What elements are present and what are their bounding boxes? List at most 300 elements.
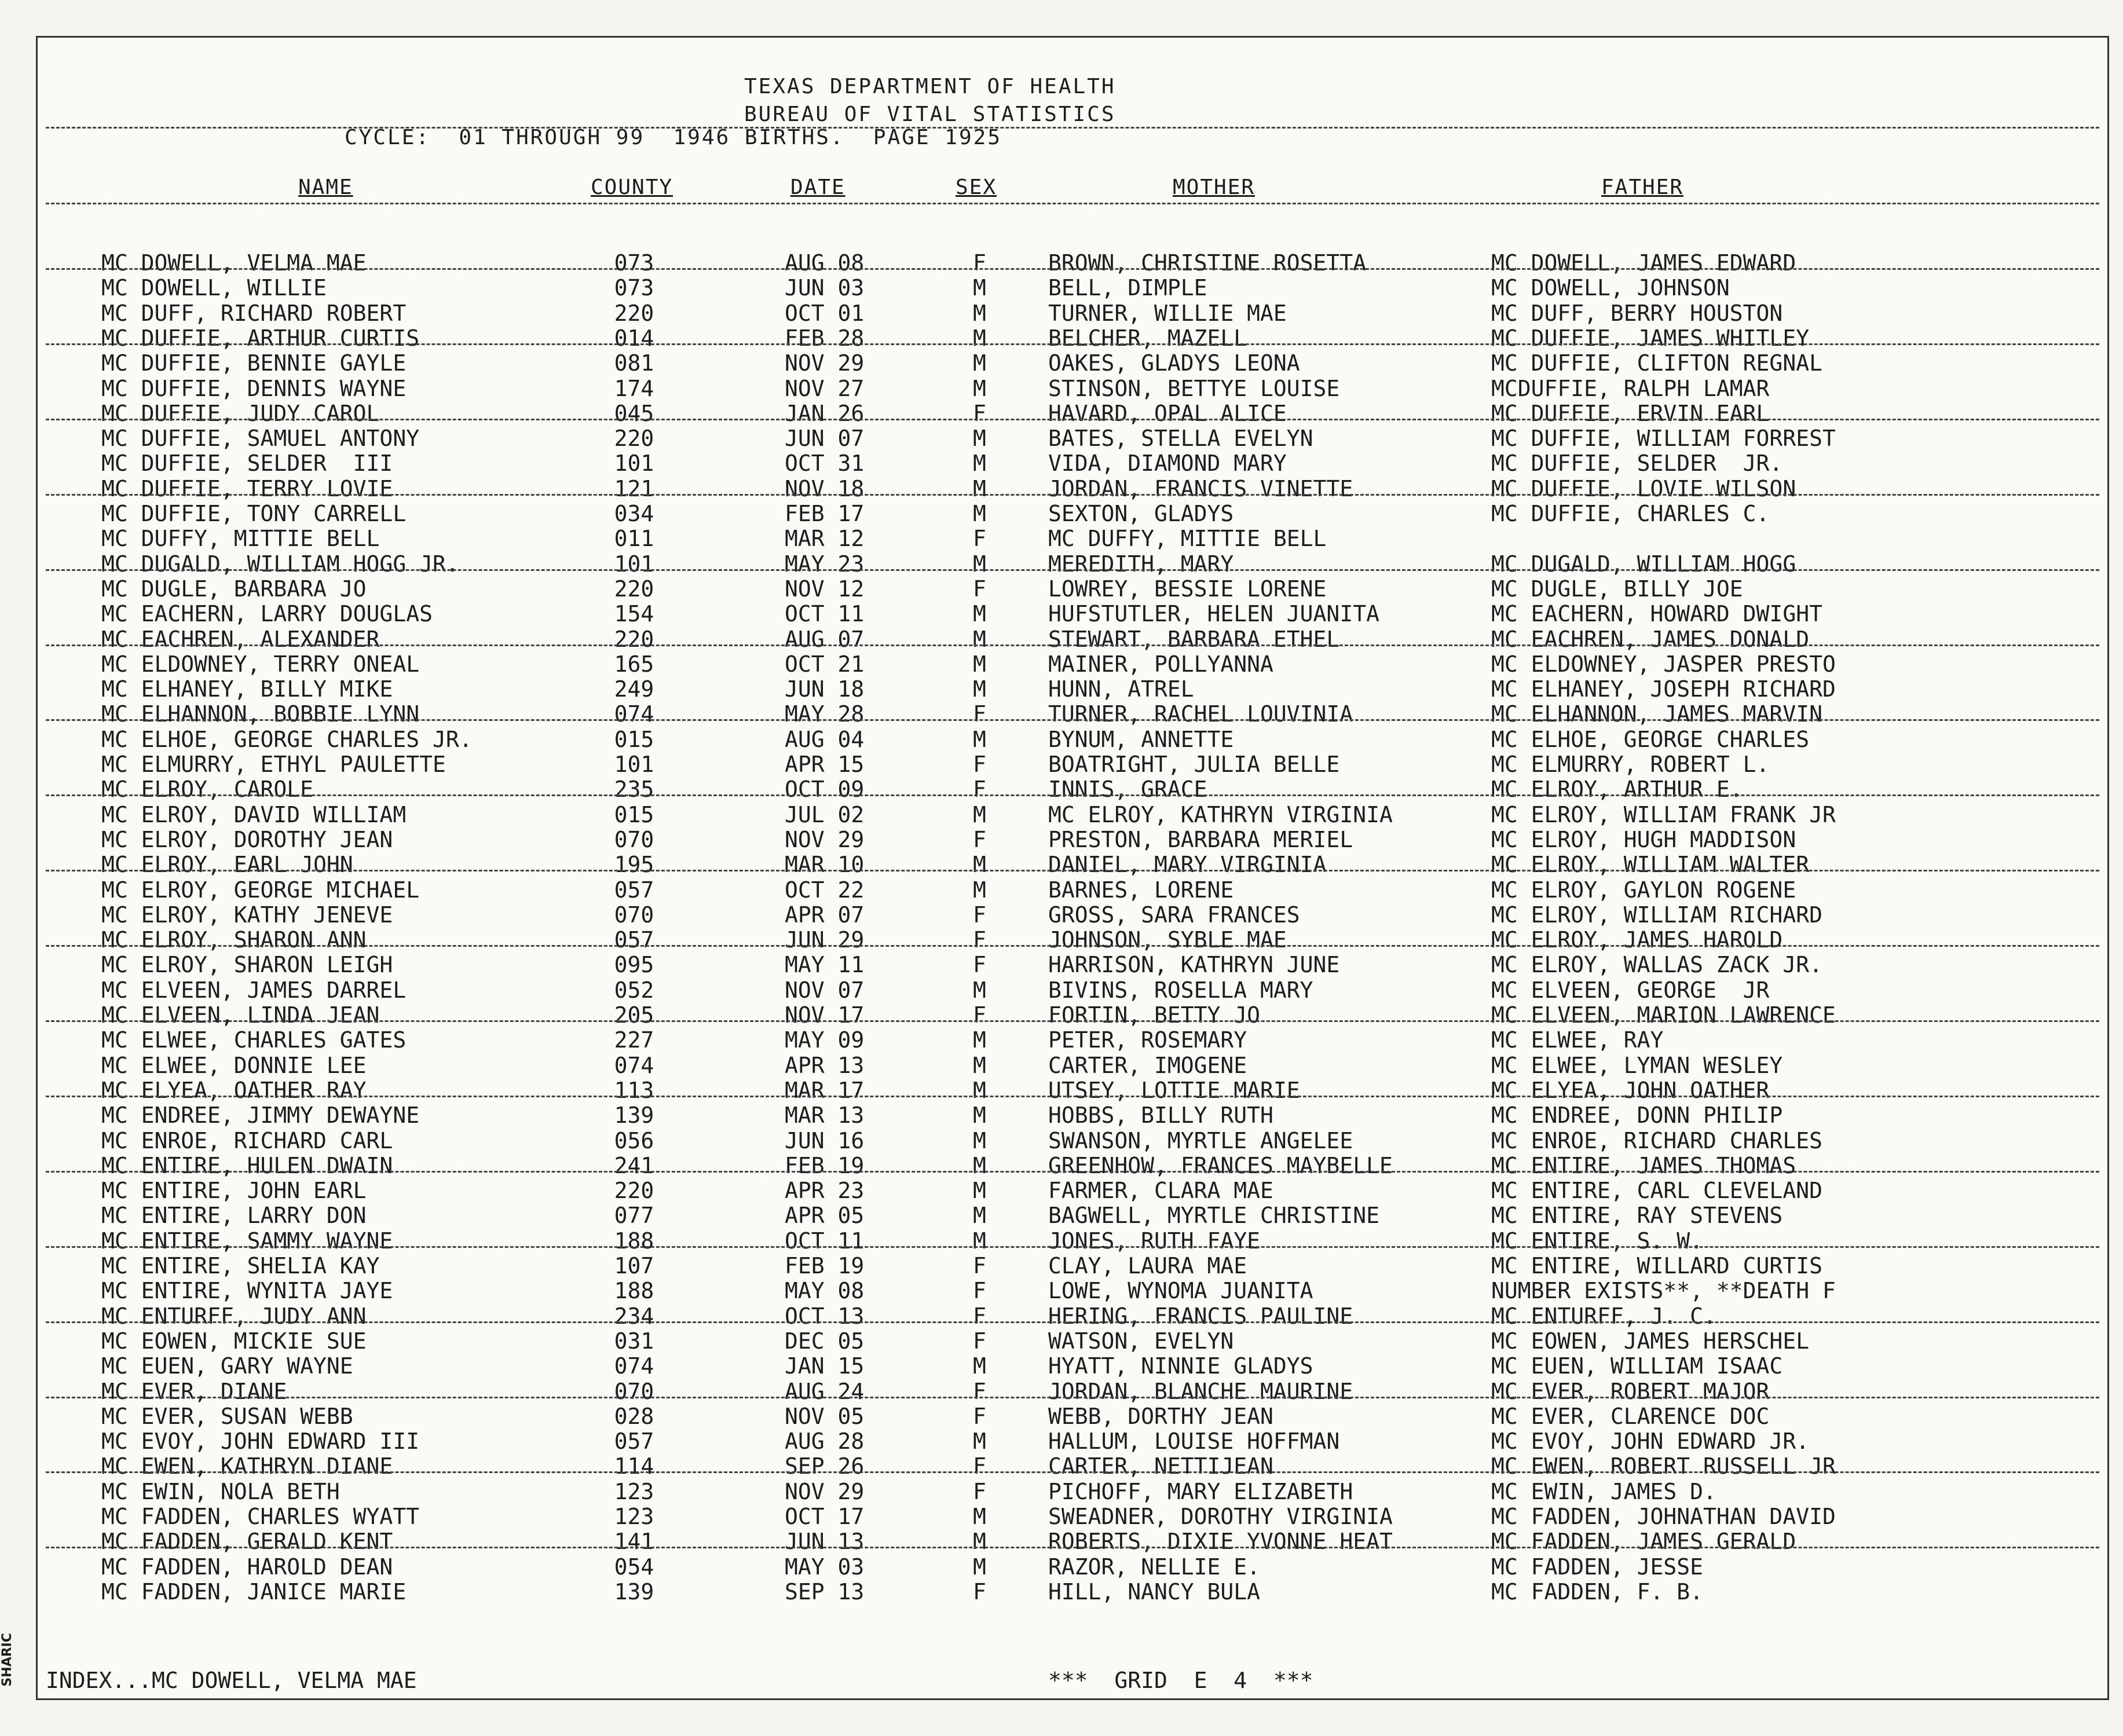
- row-separator: [46, 870, 2099, 871]
- record-date: NOV 17: [785, 1003, 865, 1028]
- table-row: [38, 727, 2107, 752]
- record-sex: F: [973, 1479, 986, 1504]
- table-row: [38, 1003, 2107, 1028]
- record-county: 052: [614, 977, 654, 1003]
- record-name: MC ENTURFF, JUDY ANN: [101, 1303, 367, 1329]
- table-row: [38, 852, 2107, 877]
- record-name: MC ENROE, RICHARD CARL: [101, 1128, 393, 1153]
- record-date: MAY 28: [785, 702, 865, 727]
- record-name: MC ENTIRE, LARRY DON: [101, 1203, 367, 1229]
- record-date: MAY 11: [785, 953, 865, 978]
- table-row: [38, 1203, 2107, 1228]
- record-father: MC DUFFIE, CLIFTON REGNAL: [1491, 351, 1822, 376]
- row-separator: [46, 1471, 2099, 1473]
- record-date: SEP 26: [785, 1454, 865, 1479]
- record-date: JUN 07: [785, 426, 865, 452]
- record-county: 077: [614, 1203, 654, 1229]
- record-sex: M: [973, 351, 986, 376]
- row-separator: [46, 1321, 2099, 1323]
- record-county: 139: [614, 1579, 654, 1605]
- record-father: MC DUFFIE, JAMES WHITLEY: [1491, 325, 1810, 351]
- record-name: MC ELHOE, GEORGE CHARLES JR.: [101, 727, 473, 752]
- table-row: [38, 1028, 2107, 1053]
- record-name: MC EVER, DIANE: [101, 1379, 287, 1404]
- column-header-county: COUNTY: [591, 175, 673, 199]
- record-mother: SWANSON, MYRTLE ANGELEE: [1048, 1128, 1353, 1153]
- record-date: OCT 09: [785, 777, 865, 803]
- record-father: MC ENTIRE, S. W.: [1491, 1228, 1704, 1254]
- table-row: [38, 953, 2107, 977]
- record-county: 101: [614, 451, 654, 477]
- table-row: [38, 1429, 2107, 1454]
- footer-index: INDEX...MC DOWELL, VELMA MAE: [46, 1668, 417, 1693]
- record-sex: M: [973, 802, 986, 827]
- record-date: JAN 15: [785, 1354, 865, 1379]
- record-name: MC FADDEN, CHARLES WYATT: [101, 1504, 420, 1529]
- record-father: MC FADDEN, JOHNATHAN DAVID: [1491, 1504, 1836, 1529]
- row-separator: [46, 1397, 2099, 1398]
- record-date: MAY 09: [785, 1028, 865, 1053]
- record-father: MC ELVEEN, MARION LAWRENCE: [1491, 1003, 1836, 1028]
- record-mother: PETER, ROSEMARY: [1048, 1028, 1247, 1053]
- record-mother: PICHOFF, MARY ELIZABETH: [1048, 1479, 1353, 1504]
- record-sex: M: [973, 376, 986, 401]
- record-date: FEB 19: [785, 1153, 865, 1178]
- record-father: MC DUFFIE, CHARLES C.: [1491, 501, 1770, 526]
- table-row: [38, 326, 2107, 351]
- record-name: MC ELROY, KATHY JENEVE: [101, 902, 393, 928]
- record-county: 054: [614, 1554, 654, 1580]
- record-mother: JORDAN, BLANCHE MAURINE: [1048, 1379, 1353, 1404]
- table-row: [38, 552, 2107, 577]
- table-row: [38, 1279, 2107, 1303]
- record-name: MC EVER, SUSAN WEBB: [101, 1404, 353, 1429]
- record-mother: ROBERTS, DIXIE YVONNE HEAT: [1048, 1529, 1393, 1555]
- record-date: MAY 23: [785, 551, 865, 577]
- table-row: [38, 702, 2107, 727]
- table-row: [38, 1053, 2107, 1078]
- record-county: 234: [614, 1303, 654, 1329]
- record-date: NOV 29: [785, 1479, 865, 1504]
- table-row: [38, 577, 2107, 602]
- record-father: MC ELROY, ARTHUR E.: [1491, 777, 1743, 803]
- record-sex: M: [973, 476, 986, 501]
- record-date: APR 05: [785, 1203, 865, 1229]
- record-sex: M: [973, 977, 986, 1003]
- record-county: 107: [614, 1254, 654, 1279]
- record-county: 123: [614, 1504, 654, 1529]
- column-header-father: FATHER: [1601, 175, 1684, 199]
- row-separator: [46, 1020, 2099, 1022]
- row-separator: [46, 343, 2099, 345]
- record-name: MC EWIN, NOLA BETH: [101, 1479, 340, 1504]
- record-father: MC ELROY, WILLIAM WALTER: [1491, 852, 1810, 878]
- record-father: MC DUFFIE, ERVIN EARL: [1491, 401, 1770, 426]
- record-sex: F: [973, 928, 986, 953]
- row-separator: [46, 268, 2099, 270]
- record-mother: HYATT, NINNIE GLADYS: [1048, 1354, 1313, 1379]
- record-father: MC DUFF, BERRY HOUSTON: [1491, 301, 1783, 326]
- record-date: OCT 01: [785, 301, 865, 326]
- table-row: [38, 1178, 2107, 1203]
- record-county: 205: [614, 1003, 654, 1028]
- row-separator: [46, 419, 2099, 420]
- record-date: NOV 27: [785, 376, 865, 401]
- table-row: [38, 827, 2107, 852]
- record-mother: UTSEY, LOTTIE MARIE: [1048, 1078, 1300, 1103]
- record-name: MC EACHERN, LARRY DOUGLAS: [101, 602, 433, 627]
- record-sex: M: [973, 1504, 986, 1529]
- record-name: MC ELROY, DOROTHY JEAN: [101, 827, 393, 852]
- record-mother: STEWART, BARBARA ETHEL: [1048, 627, 1340, 652]
- record-father: MC ELHANEY, JOSEPH RICHARD: [1491, 677, 1836, 702]
- record-sex: M: [973, 501, 986, 526]
- record-name: MC ELHANEY, BILLY MIKE: [101, 677, 393, 702]
- table-row: [38, 301, 2107, 326]
- record-sex: M: [973, 301, 986, 326]
- record-date: JUN 18: [785, 677, 865, 702]
- record-county: 015: [614, 727, 654, 752]
- record-father: MC ELMURRY, ROBERT L.: [1491, 752, 1770, 777]
- record-county: 174: [614, 376, 654, 401]
- record-county: 045: [614, 401, 654, 426]
- column-header-mother: MOTHER: [1173, 175, 1256, 199]
- record-father: MC ENDREE, DONN PHILIP: [1491, 1103, 1783, 1129]
- record-county: 028: [614, 1404, 654, 1429]
- table-row: [38, 1504, 2107, 1529]
- record-county: 011: [614, 526, 654, 552]
- record-father: MC EACHERN, HOWARD DWIGHT: [1491, 602, 1822, 627]
- table-row: [38, 376, 2107, 401]
- record-name: MC DUFFIE, ARTHUR CURTIS: [101, 325, 420, 351]
- record-name: MC DUFFY, MITTIE BELL: [101, 526, 380, 552]
- record-county: 074: [614, 702, 654, 727]
- record-father: MC ELROY, WILLIAM FRANK JR: [1491, 802, 1836, 827]
- table-row: [38, 1555, 2107, 1580]
- record-date: NOV 05: [785, 1404, 865, 1429]
- record-mother: GROSS, SARA FRANCES: [1048, 902, 1300, 928]
- record-county: 249: [614, 677, 654, 702]
- record-sex: F: [973, 1328, 986, 1354]
- record-county: 057: [614, 877, 654, 903]
- record-county: 220: [614, 576, 654, 602]
- record-date: OCT 21: [785, 651, 865, 677]
- record-mother: INNIS, GRACE: [1048, 777, 1207, 803]
- record-mother: FORTIN, BETTY JO: [1048, 1003, 1261, 1028]
- record-mother: BOATRIGHT, JULIA BELLE: [1048, 752, 1340, 777]
- record-date: NOV 18: [785, 476, 865, 501]
- record-father: MC FADDEN, JESSE: [1491, 1554, 1704, 1580]
- record-father: MC ENTIRE, RAY STEVENS: [1491, 1203, 1783, 1229]
- record-father: MC ELYEA, JOHN OATHER: [1491, 1078, 1770, 1103]
- side-label: SHARIC: [0, 1633, 14, 1687]
- table-row: [38, 777, 2107, 802]
- record-date: APR 13: [785, 1053, 865, 1078]
- record-mother: LOWREY, BESSIE LORENE: [1048, 576, 1327, 602]
- record-sex: M: [973, 1128, 986, 1153]
- record-father: MC ELROY, GAYLON ROGENE: [1491, 877, 1796, 903]
- record-county: 014: [614, 325, 654, 351]
- record-name: MC DOWELL, VELMA MAE: [101, 251, 367, 276]
- row-separator: [46, 719, 2099, 721]
- table-row: [38, 677, 2107, 702]
- table-row: [38, 978, 2107, 1003]
- record-county: 095: [614, 953, 654, 978]
- record-county: 241: [614, 1153, 654, 1178]
- record-father: MC ENTIRE, WILLARD CURTIS: [1491, 1254, 1822, 1279]
- record-date: MAR 12: [785, 526, 865, 552]
- row-separator: [46, 644, 2099, 646]
- record-date: NOV 29: [785, 351, 865, 376]
- header-department: TEXAS DEPARTMENT OF HEALTH: [744, 75, 1116, 98]
- record-date: NOV 07: [785, 977, 865, 1003]
- record-name: MC ELVEEN, JAMES DARREL: [101, 977, 407, 1003]
- record-county: 101: [614, 752, 654, 777]
- record-name: MC ELWEE, DONNIE LEE: [101, 1053, 367, 1078]
- record-sex: F: [973, 251, 986, 276]
- table-row: [38, 1254, 2107, 1279]
- record-date: AUG 07: [785, 627, 865, 652]
- record-mother: DANIEL, MARY VIRGINIA: [1048, 852, 1327, 878]
- record-mother: CARTER, IMOGENE: [1048, 1053, 1247, 1078]
- record-sex: M: [973, 551, 986, 577]
- table-row: [38, 602, 2107, 627]
- record-county: 031: [614, 1328, 654, 1354]
- record-name: MC ELDOWNEY, TERRY ONEAL: [101, 651, 420, 677]
- record-county: 188: [614, 1279, 654, 1304]
- record-mother: FARMER, CLARA MAE: [1048, 1178, 1273, 1204]
- record-date: JAN 26: [785, 401, 865, 426]
- record-county: 220: [614, 426, 654, 452]
- table-row: [38, 1479, 2107, 1504]
- record-name: MC ELWEE, CHARLES GATES: [101, 1028, 407, 1053]
- record-name: MC ENDREE, JIMMY DEWAYNE: [101, 1103, 420, 1129]
- record-sex: M: [973, 627, 986, 652]
- record-date: OCT 31: [785, 451, 865, 477]
- record-father: MC EVER, ROBERT MAJOR: [1491, 1379, 1770, 1404]
- record-sex: M: [973, 1554, 986, 1580]
- record-mother: VIDA, DIAMOND MARY: [1048, 451, 1287, 477]
- record-father: MC ENTIRE, CARL CLEVELAND: [1491, 1178, 1822, 1204]
- table-row: [38, 1153, 2107, 1178]
- record-date: DEC 05: [785, 1328, 865, 1354]
- row-separator: [46, 569, 2099, 571]
- record-father: MC ELWEE, RAY: [1491, 1028, 1664, 1053]
- record-father: MC ELHOE, GEORGE CHARLES: [1491, 727, 1810, 752]
- record-name: MC EUEN, GARY WAYNE: [101, 1354, 353, 1379]
- record-county: 070: [614, 827, 654, 852]
- record-sex: M: [973, 325, 986, 351]
- record-sex: M: [973, 877, 986, 903]
- record-name: MC DUFFIE, SELDER III: [101, 451, 393, 477]
- record-mother: RAZOR, NELLIE E.: [1048, 1554, 1261, 1580]
- record-father: MC FADDEN, JAMES GERALD: [1491, 1529, 1796, 1555]
- record-father: MC EWEN, ROBERT RUSSELL JR: [1491, 1454, 1836, 1479]
- record-mother: HILL, NANCY BULA: [1048, 1579, 1261, 1605]
- record-mother: BATES, STELLA EVELYN: [1048, 426, 1313, 452]
- record-father: MC DUFFIE, LOVIE WILSON: [1491, 476, 1796, 501]
- row-separator: [46, 1547, 2099, 1548]
- record-name: MC ELROY, CAROLE: [101, 777, 314, 803]
- record-county: 070: [614, 1379, 654, 1404]
- record-mother: LOWE, WYNOMA JUANITA: [1048, 1279, 1313, 1304]
- record-county: 073: [614, 276, 654, 301]
- record-mother: GREENHOW, FRANCES MAYBELLE: [1048, 1153, 1393, 1178]
- header-bureau: BUREAU OF VITAL STATISTICS: [744, 102, 1116, 126]
- record-mother: MAINER, POLLYANNA: [1048, 651, 1273, 677]
- record-mother: SWEADNER, DOROTHY VIRGINIA: [1048, 1504, 1393, 1529]
- table-row: [38, 477, 2107, 501]
- table-row: [38, 1529, 2107, 1554]
- record-name: MC ENTIRE, SAMMY WAYNE: [101, 1228, 393, 1254]
- record-father: MC DUGLE, BILLY JOE: [1491, 576, 1743, 602]
- record-date: NOV 29: [785, 827, 865, 852]
- record-sex: F: [973, 1303, 986, 1329]
- record-county: 074: [614, 1354, 654, 1379]
- record-sex: M: [973, 451, 986, 477]
- record-mother: HERING, FRANCIS PAULINE: [1048, 1303, 1353, 1329]
- record-county: 141: [614, 1529, 654, 1555]
- table-row: [38, 928, 2107, 953]
- record-name: MC ELROY, SHARON LEIGH: [101, 953, 393, 978]
- record-sex: M: [973, 1429, 986, 1455]
- record-county: 113: [614, 1078, 654, 1103]
- table-row: [38, 1354, 2107, 1379]
- record-father: MC ELVEEN, GEORGE JR: [1491, 977, 1770, 1003]
- record-county: 056: [614, 1128, 654, 1153]
- record-county: 154: [614, 602, 654, 627]
- record-date: AUG 28: [785, 1429, 865, 1455]
- table-row: [38, 1580, 2107, 1605]
- record-date: AUG 08: [785, 251, 865, 276]
- table-row: [38, 1304, 2107, 1329]
- record-sex: F: [973, 902, 986, 928]
- table-row: [38, 627, 2107, 652]
- record-date: MAY 03: [785, 1554, 865, 1580]
- table-row: [38, 401, 2107, 426]
- record-county: 081: [614, 351, 654, 376]
- record-father: MC DUGALD, WILLIAM HOGG: [1491, 551, 1796, 577]
- record-mother: SEXTON, GLADYS: [1048, 501, 1234, 526]
- record-father: MC ENTURFF, J. C.: [1491, 1303, 1716, 1329]
- record-sex: M: [973, 1178, 986, 1204]
- record-name: MC DUFFIE, DENNIS WAYNE: [101, 376, 407, 401]
- record-sex: F: [973, 1404, 986, 1429]
- row-separator: [46, 794, 2099, 796]
- table-row: [38, 526, 2107, 551]
- record-county: 074: [614, 1053, 654, 1078]
- column-header-name: NAME: [298, 175, 353, 199]
- record-mother: WATSON, EVELYN: [1048, 1328, 1234, 1354]
- header-cycle: CYCLE: 01 THROUGH 99 1946 BIRTHS. PAGE 1925: [345, 126, 1002, 149]
- record-date: MAR 10: [785, 852, 865, 878]
- record-county: 220: [614, 1178, 654, 1204]
- record-date: JUN 29: [785, 928, 865, 953]
- record-name: MC DUFFIE, JUDY CAROL: [101, 401, 380, 426]
- record-name: MC EWEN, KATHRYN DIANE: [101, 1454, 393, 1479]
- record-father: MC EUEN, WILLIAM ISAAC: [1491, 1354, 1783, 1379]
- record-father: MC ELHANNON, JAMES MARVIN: [1491, 702, 1822, 727]
- record-date: APR 23: [785, 1178, 865, 1204]
- record-date: OCT 13: [785, 1303, 865, 1329]
- record-date: FEB 28: [785, 325, 865, 351]
- record-father: MC DUFFIE, WILLIAM FORREST: [1491, 426, 1836, 452]
- row-separator: [46, 1096, 2099, 1097]
- table-row: [38, 1454, 2107, 1479]
- record-sex: M: [973, 1053, 986, 1078]
- record-county: 227: [614, 1028, 654, 1053]
- record-mother: BIVINS, ROSELLA MARY: [1048, 977, 1313, 1003]
- table-row: [38, 803, 2107, 827]
- record-date: JUN 03: [785, 276, 865, 301]
- record-sex: M: [973, 1153, 986, 1178]
- table-row: [38, 426, 2107, 451]
- record-county: 165: [614, 651, 654, 677]
- record-name: MC ENTIRE, HULEN DWAIN: [101, 1153, 393, 1178]
- table-row: [38, 1379, 2107, 1404]
- record-mother: HARRISON, KATHRYN JUNE: [1048, 953, 1340, 978]
- record-date: OCT 22: [785, 877, 865, 903]
- table-row: [38, 351, 2107, 376]
- column-header-sex: SEX: [956, 175, 997, 199]
- record-sex: M: [973, 1228, 986, 1254]
- record-sex: F: [973, 777, 986, 803]
- record-mother: BYNUM, ANNETTE: [1048, 727, 1234, 752]
- column-header-date: DATE: [790, 175, 845, 199]
- table-row: [38, 1229, 2107, 1254]
- record-mother: TURNER, WILLIE MAE: [1048, 301, 1287, 326]
- record-father: MC DOWELL, JOHNSON: [1491, 276, 1730, 301]
- table-row: [38, 903, 2107, 928]
- record-date: NOV 12: [785, 576, 865, 602]
- record-name: MC ELVEEN, LINDA JEAN: [101, 1003, 380, 1028]
- record-county: 220: [614, 627, 654, 652]
- record-father: MC EVER, CLARENCE DOC: [1491, 1404, 1770, 1429]
- record-sex: M: [973, 727, 986, 752]
- record-date: APR 15: [785, 752, 865, 777]
- record-mother: BROWN, CHRISTINE ROSETTA: [1048, 251, 1367, 276]
- table-row: [38, 1103, 2107, 1128]
- record-sex: F: [973, 1003, 986, 1028]
- record-father: MC EOWEN, JAMES HERSCHEL: [1491, 1328, 1810, 1354]
- record-mother: JONES, RUTH FAYE: [1048, 1228, 1261, 1254]
- record-sex: F: [973, 1379, 986, 1404]
- record-mother: BELCHER, MAZELL: [1048, 325, 1247, 351]
- record-name: MC ENTIRE, WYNITA JAYE: [101, 1279, 393, 1304]
- record-sex: M: [973, 1354, 986, 1379]
- record-name: MC ELHANNON, BOBBIE LYNN: [101, 702, 420, 727]
- record-sex: F: [973, 827, 986, 852]
- record-county: 195: [614, 852, 654, 878]
- record-name: MC EVOY, JOHN EDWARD III: [101, 1429, 420, 1455]
- record-date: MAR 13: [785, 1103, 865, 1129]
- record-name: MC DUFF, RICHARD ROBERT: [101, 301, 407, 326]
- record-sex: F: [973, 752, 986, 777]
- record-father: MC EWIN, JAMES D.: [1491, 1479, 1716, 1504]
- record-county: 188: [614, 1228, 654, 1254]
- record-father: MC ELROY, JAMES HAROLD: [1491, 928, 1783, 953]
- table-row: [38, 1078, 2107, 1103]
- record-sex: F: [973, 401, 986, 426]
- record-name: MC FADDEN, GERALD KENT: [101, 1529, 393, 1555]
- record-mother: OAKES, GLADYS LEONA: [1048, 351, 1300, 376]
- record-county: 073: [614, 251, 654, 276]
- record-sex: M: [973, 1529, 986, 1555]
- row-separator: [46, 1246, 2099, 1248]
- table-row: [38, 752, 2107, 777]
- record-name: MC ENTIRE, SHELIA KAY: [101, 1254, 380, 1279]
- record-county: 235: [614, 777, 654, 803]
